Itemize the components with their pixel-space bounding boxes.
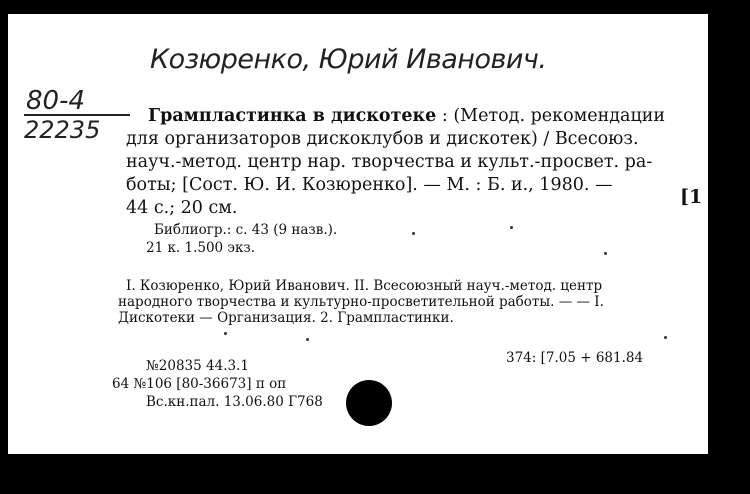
call-number-top: 80-4 bbox=[26, 86, 86, 116]
description-line-2: для организаторов дискоклубов и дискотек) / Всесоюз. bbox=[126, 129, 639, 149]
speck bbox=[412, 232, 415, 235]
catalog-card bbox=[8, 14, 708, 454]
handwritten-author-heading: Козюренко, Юрий Иванович. bbox=[150, 44, 547, 75]
speck bbox=[604, 252, 607, 255]
tracing-line-1: I. Козюренко, Юрий Иванович. II. Всесоюзный науч.-метод. центр bbox=[126, 278, 603, 294]
speck bbox=[664, 336, 667, 339]
printing-info-line-1: №20835 44.3.1 bbox=[146, 358, 249, 374]
printing-info-line-3: Вс.кн.пал. 13.06.80 Г768 bbox=[146, 394, 323, 410]
speck bbox=[510, 226, 513, 229]
margin-mark: [1 bbox=[680, 186, 703, 208]
tracing-line-2: народного творчества и культурно-просветительной работы. — — I. bbox=[118, 294, 604, 310]
speck bbox=[306, 338, 309, 341]
description-line-1: : (Метод. рекомендации bbox=[436, 106, 666, 126]
description-line-3: науч.-метод. центр нар. творчества и культ.-просвет. ра- bbox=[126, 152, 653, 172]
call-number-bottom: 22235 bbox=[24, 116, 101, 144]
ink-blot bbox=[346, 380, 392, 426]
tracing-line-3: Дискотеки — Организация. 2. Грампластинки. bbox=[118, 310, 454, 326]
description-line-4: боты; [Сост. Ю. И. Козюренко]. — М. : Б. и., 1980. — bbox=[126, 175, 613, 195]
title-line bbox=[148, 106, 665, 126]
note-price-copies: 21 к. 1.500 экз. bbox=[146, 240, 256, 256]
printing-info-line-2: 64 №106 [80-36673] п оп bbox=[112, 376, 287, 392]
title: Грампластинка в дискотеке bbox=[148, 106, 437, 126]
description-line-5: 44 с.; 20 см. bbox=[126, 198, 238, 218]
speck bbox=[224, 332, 227, 335]
note-bibliography: Библиогр.: с. 43 (9 назв.). bbox=[154, 222, 338, 238]
classification-index: 374: [7.05 + 681.84 bbox=[506, 350, 644, 366]
